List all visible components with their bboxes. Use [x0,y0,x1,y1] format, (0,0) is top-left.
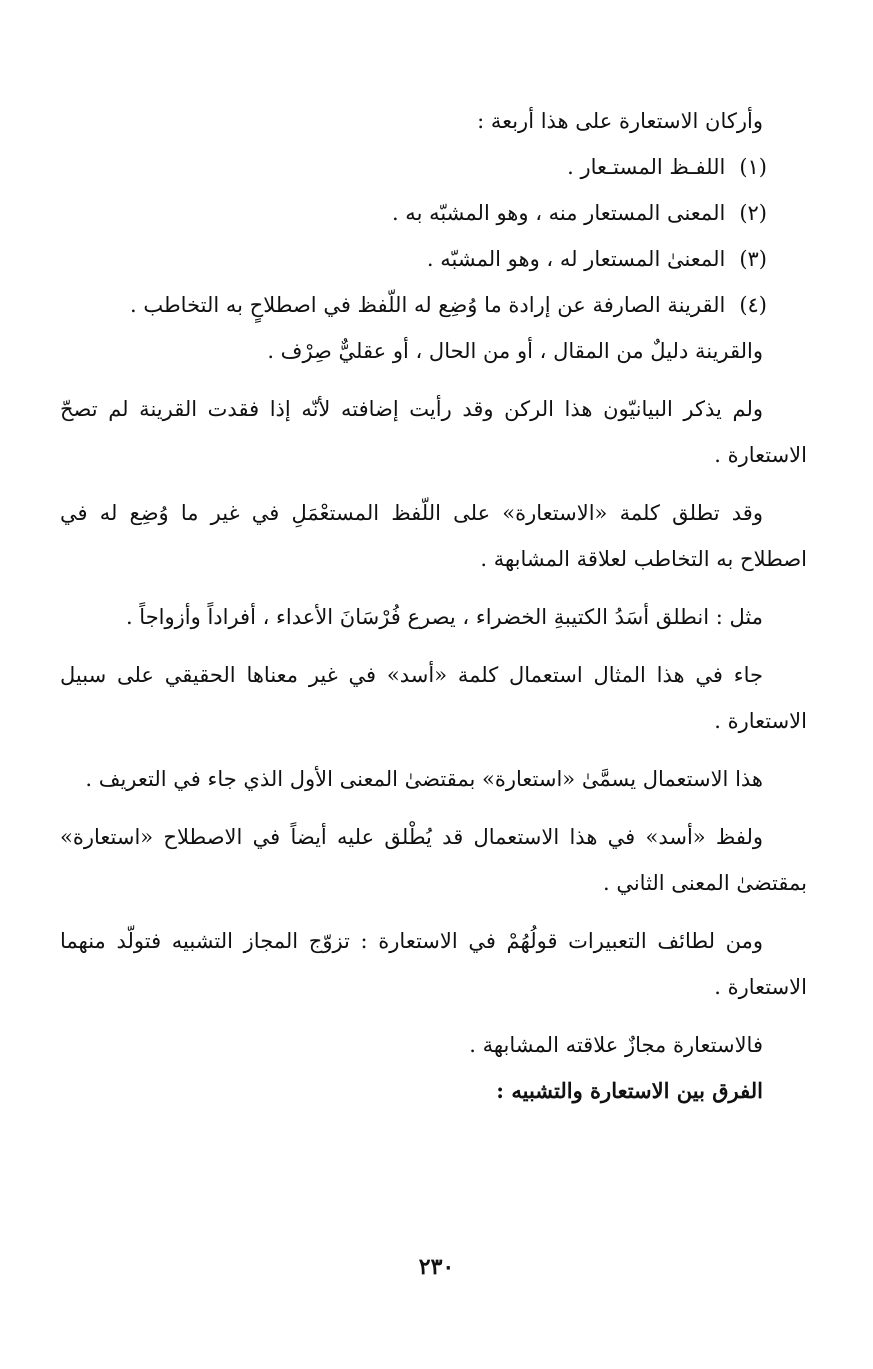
paragraph: والقرينة دليلٌ من المقال ، أو من الحال ، أو عقليٌّ صِرْف . [267,339,763,363]
paragraph: ولم يذكر البيانيّون هذا الركن وقد رأيت إضافته لأنّه إذا فقدت القرينة لم تصحّ الاستعارة . [60,397,807,467]
page-body [60,98,807,1114]
item-text: المعنىٰ المستعار له ، وهو المشبّه . [426,247,726,271]
list-item [60,190,807,236]
item-text: القرينة الصارفة عن إرادة ما وُضِع له اللّفظ في اصطلاحٍ به التخاطب . [130,293,726,317]
paragraph: وقد تطلق كلمة «الاستعارة» على اللّفظ المستعْمَلِ في غير ما وُضِع له في اصطلاح به التخاطب لعلاقة المشابهة . [60,501,807,571]
item-number: (٢) [739,201,767,225]
item-text: المعنى المستعار منه ، وهو المشبّه به . [391,201,726,225]
paragraph: ولفظ «أسد» في هذا الاستعمال قد يُطْلق عليه أيضاً في الاصطلاح «استعارة» بمقتضىٰ المعنى الثاني . [60,825,807,895]
item-number: (٤) [739,293,767,317]
list-item [60,236,807,282]
page-number: ٢٣٠ [418,1254,455,1280]
paragraph: مثل : انطلق أسَدُ الكتيبةِ الخضراء ، يصرع فُرْسَانَ الأعداء ، أفراداً وأزواجاً . [125,605,763,629]
paragraph: ومن لطائف التعبيرات قولُهُمْ في الاستعارة : تزوّج المجاز التشبيه فتولّد منهما الاستعارة . [60,929,807,999]
paragraph: جاء في هذا المثال استعمال كلمة «أسد» في غير معناها الحقيقي على سبيل الاستعارة . [60,663,807,733]
paragraph: فالاستعارة مجازٌ علاقته المشابهة . [469,1033,763,1057]
list-item [60,282,807,328]
list-item [60,144,807,190]
intro-line: وأركان الاستعارة على هذا أربعة : [477,109,763,133]
item-number: (٣) [739,247,767,271]
item-number: (١) [739,155,767,179]
section-heading: الفرق بين الاستعارة والتشبيه : [496,1078,763,1103]
paragraph: هذا الاستعمال يسمَّىٰ «استعارة» بمقتضىٰ المعنى الأول الذي جاء في التعريف . [85,767,763,791]
item-text: اللفـظ المستـعار . [567,155,726,179]
